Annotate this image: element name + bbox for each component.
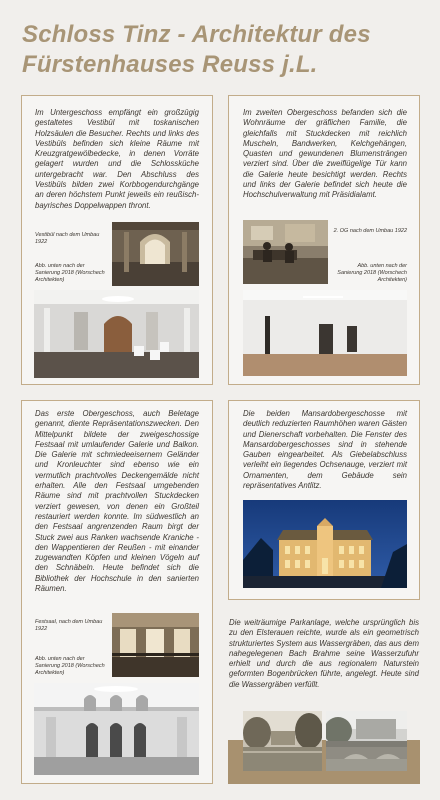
panel-zweites-obergeschoss-text: Im zweiten Obergeschoss befanden sich die Wohnräume der gräflichen Familie, die gleichfalls mit Stuckdecken mit reichlich Muscheln, Bandwerken, Kelchgehängen, Quasten und gewundenen Blumensträngen verziert sind. Über die zweiflügelige Tür kann die Galerie heute besichtigt werden. Rechts und links der Galerie befindet sich heute die Hochschulverwaltung mit Präsidialamt. [243,108,407,200]
festsaal-after-caption: Abb. unten nach der Sanierung 2018 (Worschech Architekten) [35,656,105,676]
parkanlage-photo-bridge [326,711,407,771]
festsaal-photo-2018 [34,683,199,775]
vestibuel-after-caption: Abb. unten nach der Sanierung 2018 (Worschech Architekten) [35,263,105,283]
parkanlage-text: Die weiträumige Parkanlage, welche ursprünglich bis zu den Elsterauen reichte, wurde als ein geometrisch strukturiertes System aus Wassergräben, das aus dem nahegelegenen Bach Brahme seine Wasserzufuhr erhielt und durch die aus regionalem Naturstein geformten Bogenbrücken führte, angelegt. Heute sind die Wassergräben verfüllt. [229,618,419,689]
schloss-night-photo [243,500,407,588]
panel-erstes-obergeschoss-text: Das erste Obergeschoss, auch Beletage genannt, diente Repräsentationszwecken. Den Mittelpunkt bildete der zweigeschossige Festsaal mit umlaufender Galerie und Balkon. Die Galerie mit schmiedeeisernem Geländer und Kronleuchter sind ebenso wie ein vermutlich prachtvolles Deckengemälde nicht erhalten. Alle den Festsaal umgebenden Räume sind mit prachtvollen Stuckdecken verziert gewesen, von denen ein Großteil restauriert werden konnte. Im südwestlich an den Festsaal angrenzenden Raum birgt der Stuck zwei aus Ranken wachsende Kraniche - den Wappentieren der Reußen - mit einander zugewandten Köpfen und kleinen Vögeln auf den Schnäbeln. Heute befindet sich die Bibliothek der Hochschule in den sanierten Räumen. [35,409,199,594]
obergeschoss-after-caption: Abb. unten nach der Sanierung 2018 (Worschech Architekten) [337,263,407,283]
title-line-1: Schloss Tinz - Architektur des [22,21,371,48]
vestibuel-caption: Vestibül nach dem Umbau 1922 [35,232,100,245]
obergeschoss-photo-2018 [243,290,407,376]
panel-mansardobergeschosse-text: Die beiden Mansardobergeschosse mit deutlich reduzierten Raumhöhen waren Gästen und Dienerschaft vorbehalten. Die Fenster des Mansardobergeschosses sind in stehende Gauben eingearbeitet. Als Giebelabschluss verleiht ein liegendes Ochsenauge, verziert mit Ornamenten, dem Gebäude sein repräsentatives Antlitz. [243,409,407,491]
vestibuel-photo-2018 [34,290,199,378]
page-title [22,20,422,80]
obergeschoss-caption: 2. OG nach dem Umbau 1922 [333,228,407,234]
parkanlage-photo-pond [243,711,322,771]
panel-untergeschoss-text: Im Untergeschoss empfängt ein großzügig gestaltetes Vestibül mit toskanischen Holzsäulen die Besucher. Rechts und links des Vestibüls befinden sich kleine Räume mit Kreuzgratgewölbedecke, in denen Vorräte gelagert wurden und die Schlossküche untergebracht war. Den Abschluss des Vestibüls bilden zwei Korbbogendurchgänge an deren höchstem Punkt jeweils ein reußisch-bayrisches Doppelwappen thront. [35,108,199,210]
festsaal-photo-1922 [112,613,199,677]
vestibuel-photo-1922 [112,222,199,286]
title-line-2: Fürstenhauses Reuss j.L. [22,51,318,78]
obergeschoss-photo-1922 [243,220,328,284]
festsaal-caption: Festsaal, nach dem Umbau 1922 [35,619,103,632]
